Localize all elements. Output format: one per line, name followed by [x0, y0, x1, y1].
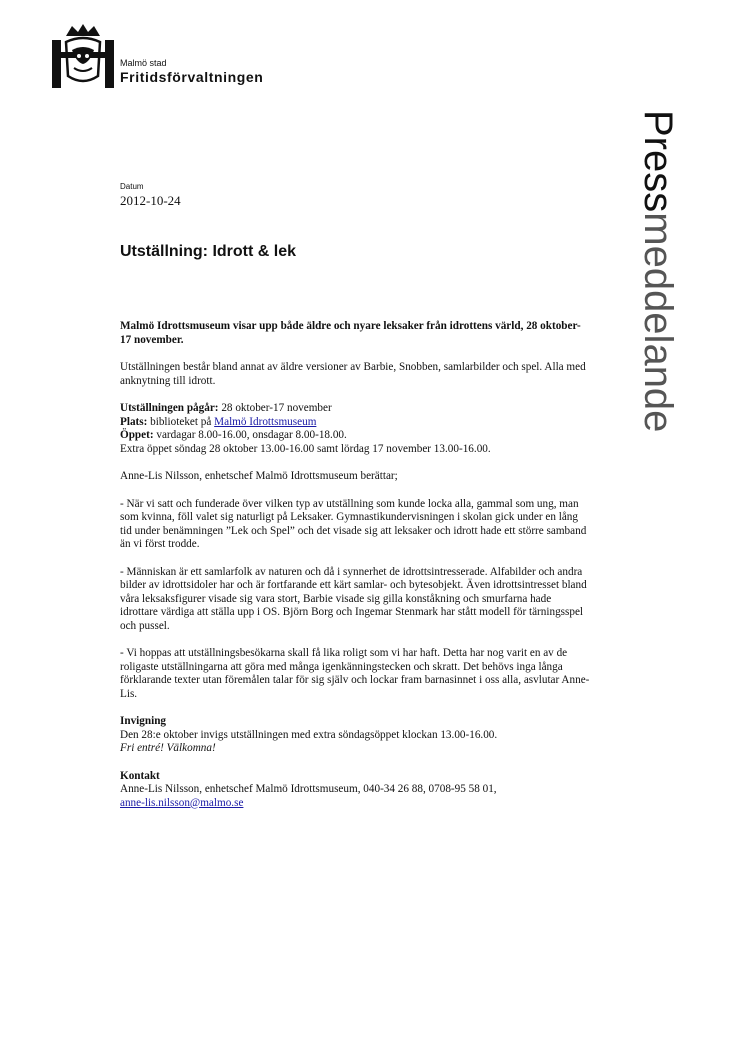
- document-type-title: [596, 110, 708, 550]
- museum-link[interactable]: Malmö Idrottsmuseum: [214, 415, 317, 428]
- department-name: Fritidsförvaltningen: [120, 69, 264, 85]
- article-body: [120, 320, 590, 824]
- contact-title: Kontakt: [120, 769, 160, 782]
- quote-paragraph-2: - Människan är ett samlarfolk av naturen och då i synnerhet de idrottsintresserade. Alfabilder och andra bilder av idrottsidoler har och är fortfarande ett kärt samlar- och bytesobjekt. Även idrottsintresset bland våra leksaksfigurer visade sig vara stort, Barbie visade sig gilla konståkning och smurfarna hade idrottare värdiga att ställa upp i OS. Björn Borg och Ingemar Stenmark har stått modell för tärningsspel och pussel.: [120, 565, 587, 632]
- headline: Utställning: Idrott & lek: [120, 243, 296, 260]
- contact-text: Anne-Lis Nilsson, enhetschef Malmö Idrottsmuseum, 040-34 26 88, 0708-95 58 01,: [120, 783, 497, 795]
- quote-paragraph-3: - Vi hoppas att utställningsbesökarna skall få lika roligt som vi har haft. Detta har nog varit en av de roligaste utställningarna att göra med många igenkänningstecken och skratt. Det behövs inga långa förklarande texter utan föremålen talar för sig själv och lockar fram barnasinnet i oss alla, asvlutar Anne-Lis.: [120, 647, 590, 700]
- place-label: Plats:: [120, 415, 148, 428]
- opening-text: Den 28:e oktober invigs utställningen med extra söndagsöppet klockan 13.00-16.00.: [120, 728, 498, 741]
- document-type-part1: Press: [636, 110, 680, 213]
- duration-value: 28 oktober-17 november: [218, 402, 332, 414]
- contact-section: [120, 770, 590, 811]
- opening-note: Fri entré! Välkomna!: [120, 742, 216, 754]
- document-type-part2: meddelande: [636, 212, 680, 433]
- date-label: Datum: [120, 182, 144, 191]
- quote-intro: Anne-Lis Nilsson, enhetschef Malmö Idrottsmuseum berättar;: [120, 470, 398, 482]
- opening-section: [120, 715, 590, 756]
- place-value: biblioteket på: [147, 415, 215, 428]
- lead-paragraph: Malmö Idrottsmuseum visar upp både äldre och nyare leksaker från idrottens värld, 28 oktober-17 november.: [120, 320, 581, 346]
- quote-paragraph-1: - När vi satt och funderade över vilken typ av utställning som kunde locka alla, gammal som ung, man som kvinna, föll valet sig naturligt på Leksaker. Gymnastikundervisningen i skolan gick under en lång tid under benämningen ”Lek och Spel” och det visade sig att leksaker och idrott hade ett större samband än vi först trodde.: [120, 497, 587, 550]
- intro-paragraph: Utställningen består bland annat av äldre versioner av Barbie, Snobben, samlarbilder och spel. Alla med anknytning till idrott.: [120, 361, 586, 387]
- organization-name: [120, 58, 263, 86]
- date-value: 2012-10-24: [120, 193, 181, 208]
- opening-hours-value: vardagar 8.00-16.00, onsdagar 8.00-18.00.: [153, 429, 347, 441]
- extra-opening: Extra öppet söndag 28 oktober 13.00-16.00 samt lördag 17 november 13.00-16.00.: [120, 442, 491, 455]
- facts-block: [120, 402, 590, 456]
- city-name: Malmö stad: [120, 58, 167, 68]
- duration-label: Utställningen pågår:: [120, 402, 219, 414]
- contact-email-link[interactable]: anne-lis.nilsson@malmo.se: [120, 796, 244, 809]
- opening-title: Invigning: [120, 715, 167, 727]
- malmo-coat-of-arms-icon: [52, 22, 114, 88]
- opening-hours-label: Öppet:: [120, 429, 154, 441]
